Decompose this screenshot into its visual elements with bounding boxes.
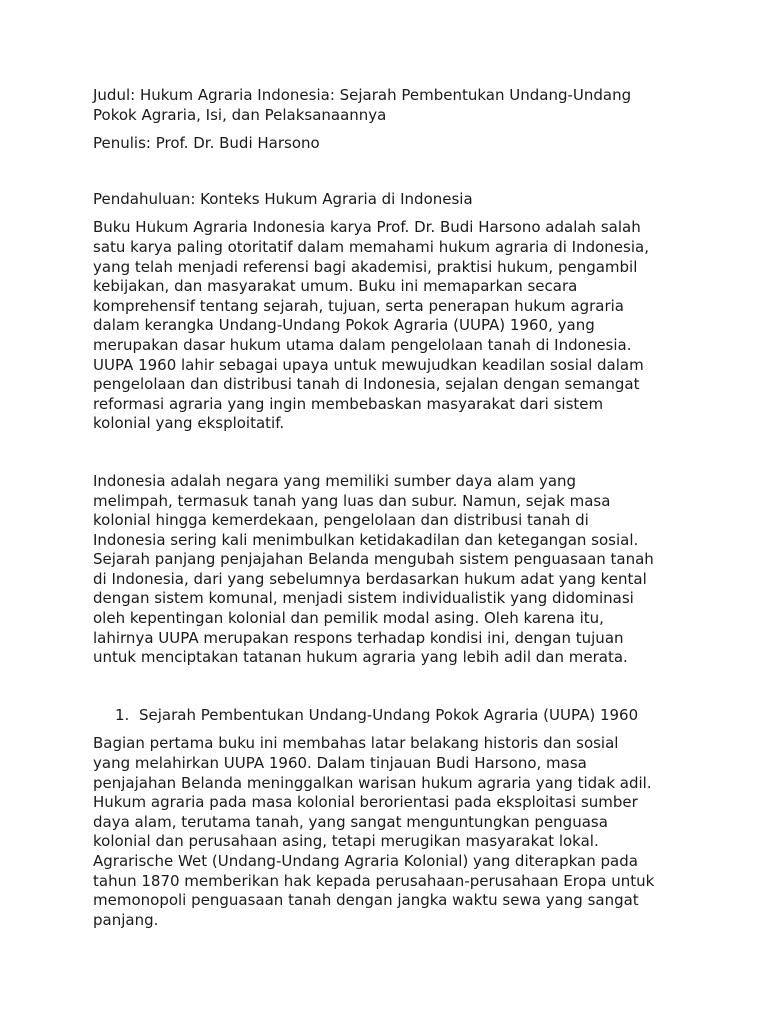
section-1-number: 1.: [115, 705, 130, 724]
section-1-paragraph: Bagian pertama buku ini membahas latar belakang historis dan sosial yang melahirkan UUPA 1960. Dalam tinjauan Budi Harsono, masa penjajahan Belanda meninggalkan warisan hukum agraria yang tidak adil. Hukum agraria pada masa kolonial berorientasi pada eksploitasi sumber daya alam, terutama tanah, yang sangat menguntungkan penguasa kolonial dan perusahaan asing, tetapi merugikan masyarakat lokal. Agrarische Wet (Undang-Undang Agraria Kolonial) yang diterapkan pada tahun 1870 memberikan hak kepada perusahaan-perusahaan Eropa untuk memonopoli penguasaan tanah dengan jangka waktu sewa yang sangat panjang.: [93, 734, 655, 929]
intro-paragraph-2: Indonesia adalah negara yang memiliki sumber daya alam yang melimpah, termasuk tanah yang luas dan subur. Namun, sejak masa kolonial hingga kemerdekaan, pengelolaan dan distribusi tanah di Indonesia sering kali menimbulkan ketidakadilan dan ketegangan sosial. Sejarah panjang penjajahan Belanda mengubah sistem penguasaan tanah di Indonesia, dari yang sebelumnya berdasarkan hukum adat yang kental dengan sistem komunal, menjadi sistem individualistik yang didominasi oleh kepentingan kolonial dan pemilik modal asing. Oleh karena itu, lahirnya UUPA merupakan respons terhadap kondisi ini, dengan tujuan untuk menciptakan tatanan hukum agraria yang lebih adil dan merata.: [93, 471, 654, 667]
document-author: Penulis: Prof. Dr. Budi Harsono: [93, 134, 320, 153]
section-1-heading: Sejarah Pembentukan Undang-Undang Pokok Agraria (UUPA) 1960: [139, 705, 639, 724]
intro-heading: Pendahuluan: Konteks Hukum Agraria di Indonesia: [93, 189, 473, 208]
section-1-heading-item: [93, 706, 683, 726]
document-page: [93, 86, 683, 930]
document-title: Judul: Hukum Agraria Indonesia: Sejarah Pembentukan Undang-Undang Pokok Agraria, Isi, dan Pelaksanaannya: [93, 86, 632, 124]
intro-paragraph-1: Buku Hukum Agraria Indonesia karya Prof. Dr. Budi Harsono adalah salah satu karya paling otoritatif dalam memahami hukum agraria di Indonesia, yang telah menjadi referensi bagi akademisi, praktisi hukum, pengambil kebijakan, dan masyarakat umum. Buku ini memaparkan secara komprehensif tentang sejarah, tujuan, serta penerapan hukum agraria dalam kerangka Undang-Undang Pokok Agraria (UUPA) 1960, yang merupakan dasar hukum utama dalam pengelolaan tanah di Indonesia. UUPA 1960 lahir sebagai upaya untuk mewujudkan keadilan sosial dalam pengelolaan dan distribusi tanah di Indonesia, sejalan dengan semangat reformasi agraria yang ingin membebaskan masyarakat dari sistem kolonial yang eksploitatif.: [93, 218, 649, 433]
